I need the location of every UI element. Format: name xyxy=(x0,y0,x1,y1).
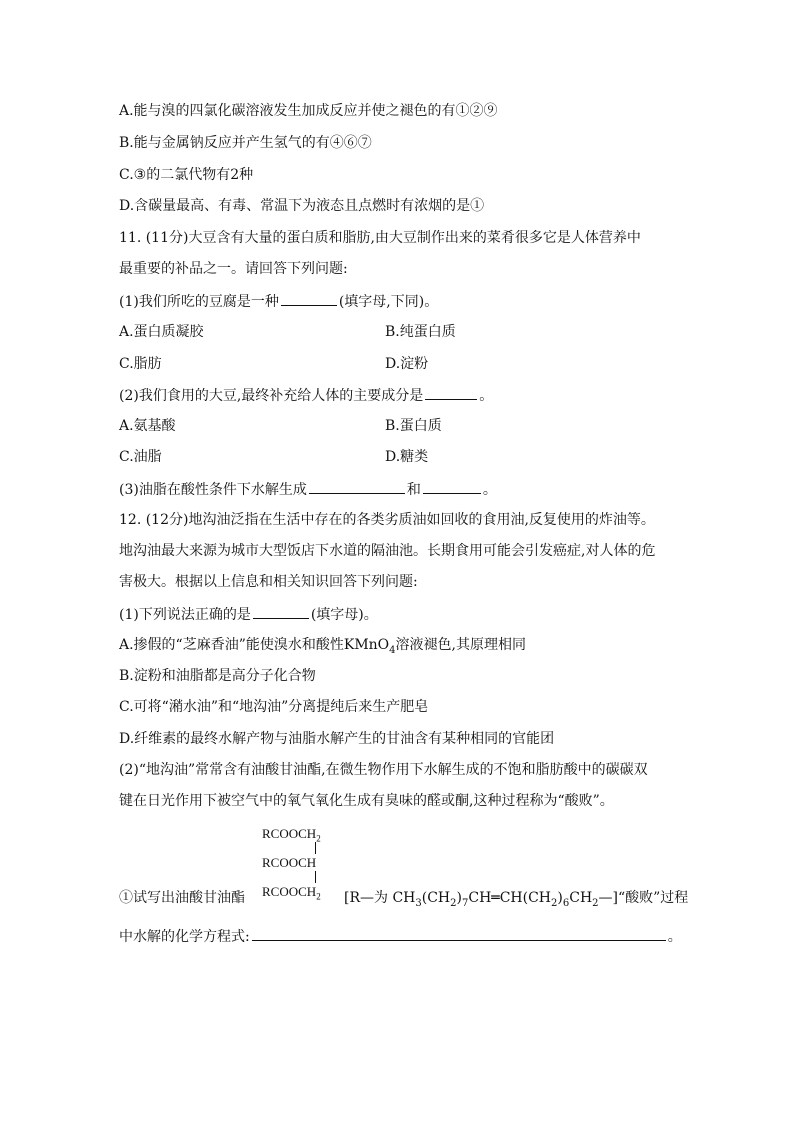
q12-subq1-tail: 。 xyxy=(667,929,682,945)
q11-part1-text: (1)我们所吃的豆腐是一种 xyxy=(119,294,279,310)
q11-part3-and: 和 xyxy=(406,482,421,498)
q12-subq1-prefix: ①试写出油酸甘油酯 xyxy=(119,890,245,906)
q11-part1-tail: (填字母,下同)。 xyxy=(338,294,439,310)
q11-part2-text: (2)我们食用的大豆,最终补充给人体的主要成分是 xyxy=(119,388,424,404)
q12-part1-blank[interactable] xyxy=(253,604,309,619)
q10-option-d: D.含碳量最高、有毒、常温下为液态且点燃时有浓烟的是① xyxy=(119,198,485,214)
q12-subq1-blank[interactable] xyxy=(252,926,666,941)
q11-part3-tail: 。 xyxy=(482,482,497,498)
q12-part2-line1: (2)“地沟油”常常含有油酸甘油酯,在微生物作用下水解生成的不饱和脂肪酸中的碳碳双 xyxy=(119,762,648,778)
q12-option-c: C.可将“潲水油”和“地沟油”分离提纯后来生产肥皂 xyxy=(119,699,429,715)
q12-subq1-text: 中水解的化学方程式: xyxy=(119,929,250,945)
q12-option-a-pre: A.掺假的“芝麻香油”能使溴水和酸性KMnO xyxy=(119,637,390,653)
q12-option-a-sub: 4 xyxy=(389,644,396,656)
q11-part3-text: (3)油脂在酸性条件下水解生成 xyxy=(119,482,307,498)
structure-line3: $RCOOCH_2$ xyxy=(262,884,321,902)
q11-part1-option-c: C.脂肪 xyxy=(119,356,162,372)
q11-stem-line2: 最重要的补品之一。请回答下列问题: xyxy=(119,261,348,277)
q11-part1-option-a: A.蛋白质凝胶 xyxy=(119,324,204,340)
q11-part3-blank2[interactable] xyxy=(423,479,481,494)
q11-part1-option-d: D.淀粉 xyxy=(385,356,429,372)
structure-bond1 xyxy=(315,842,316,854)
q11-part2-option-a: A.氨基酸 xyxy=(119,418,176,434)
q11-part2-option-b: B.蛋白质 xyxy=(385,418,442,434)
q11-part3-blank1[interactable] xyxy=(309,479,405,494)
r-group-definition: [R—为 $CH_3(CH_2)_7CH═CH(CH_2)_6CH_2—]“$酸败”过程 xyxy=(344,890,689,909)
q11-part3 xyxy=(119,479,497,500)
q12-part1-tail: (填字母)。 xyxy=(310,607,378,623)
q11-part2-blank[interactable] xyxy=(425,385,477,400)
q12-part1 xyxy=(119,604,378,625)
q11-part2-option-d: D.糖类 xyxy=(385,449,429,465)
q12-stem-line2: 地沟油最大来源为城市大型饭店下水道的隔油池。长期食用可能会引发癌症,对人体的危 xyxy=(119,543,656,559)
q11-part1-option-b: B.纯蛋白质 xyxy=(385,324,456,340)
q12-part2-line2: 键在日光作用下被空气中的氧气氧化生成有臭味的醛或酮,这种过程称为“酸败”。 xyxy=(119,793,614,809)
q11-part1 xyxy=(119,291,438,312)
structure-line2: RCOOCH xyxy=(262,855,317,870)
q11-part2-option-c: C.油脂 xyxy=(119,449,162,465)
q12-option-a-post: 溶液褪色,其原理相同 xyxy=(395,637,526,653)
q12-option-a xyxy=(119,635,526,655)
q11-part2 xyxy=(119,385,493,406)
q11-part2-tail: 。 xyxy=(479,388,494,404)
q10-option-b: B.能与金属钠反应并产生氢气的有④⑥⑦ xyxy=(119,135,372,151)
q11-stem-line1: 11. (11分)大豆含有大量的蛋白质和脂肪,由大豆制作出来的菜肴很多它是人体营养中 xyxy=(119,230,641,246)
q12-part1-text: (1)下列说法正确的是 xyxy=(119,607,251,623)
q12-option-d: D.纤维素的最终水解产物与油脂水解产生的甘油含有某种相同的官能团 xyxy=(119,731,555,747)
q12-subq1-line2 xyxy=(119,926,682,947)
q11-part1-blank[interactable] xyxy=(281,291,337,306)
structure-line1: $RCOOCH_2$ xyxy=(262,826,321,844)
structure-bond2 xyxy=(315,871,316,883)
q12-stem-line3: 害极大。根据以上信息和相关知识回答下列问题: xyxy=(119,574,418,590)
q12-stem-line1: 12. (12分)地沟油泛指在生活中存在的各类劣质油如回收的食用油,反复使用的炸油等。 xyxy=(119,512,655,528)
q10-option-a: A.能与溴的四氯化碳溶液发生加成反应并使之褪色的有①②⑨ xyxy=(119,103,498,119)
q10-option-c: C.③的二氯代物有2种 xyxy=(119,167,254,183)
q12-option-b: B.淀粉和油脂都是高分子化合物 xyxy=(119,668,316,684)
